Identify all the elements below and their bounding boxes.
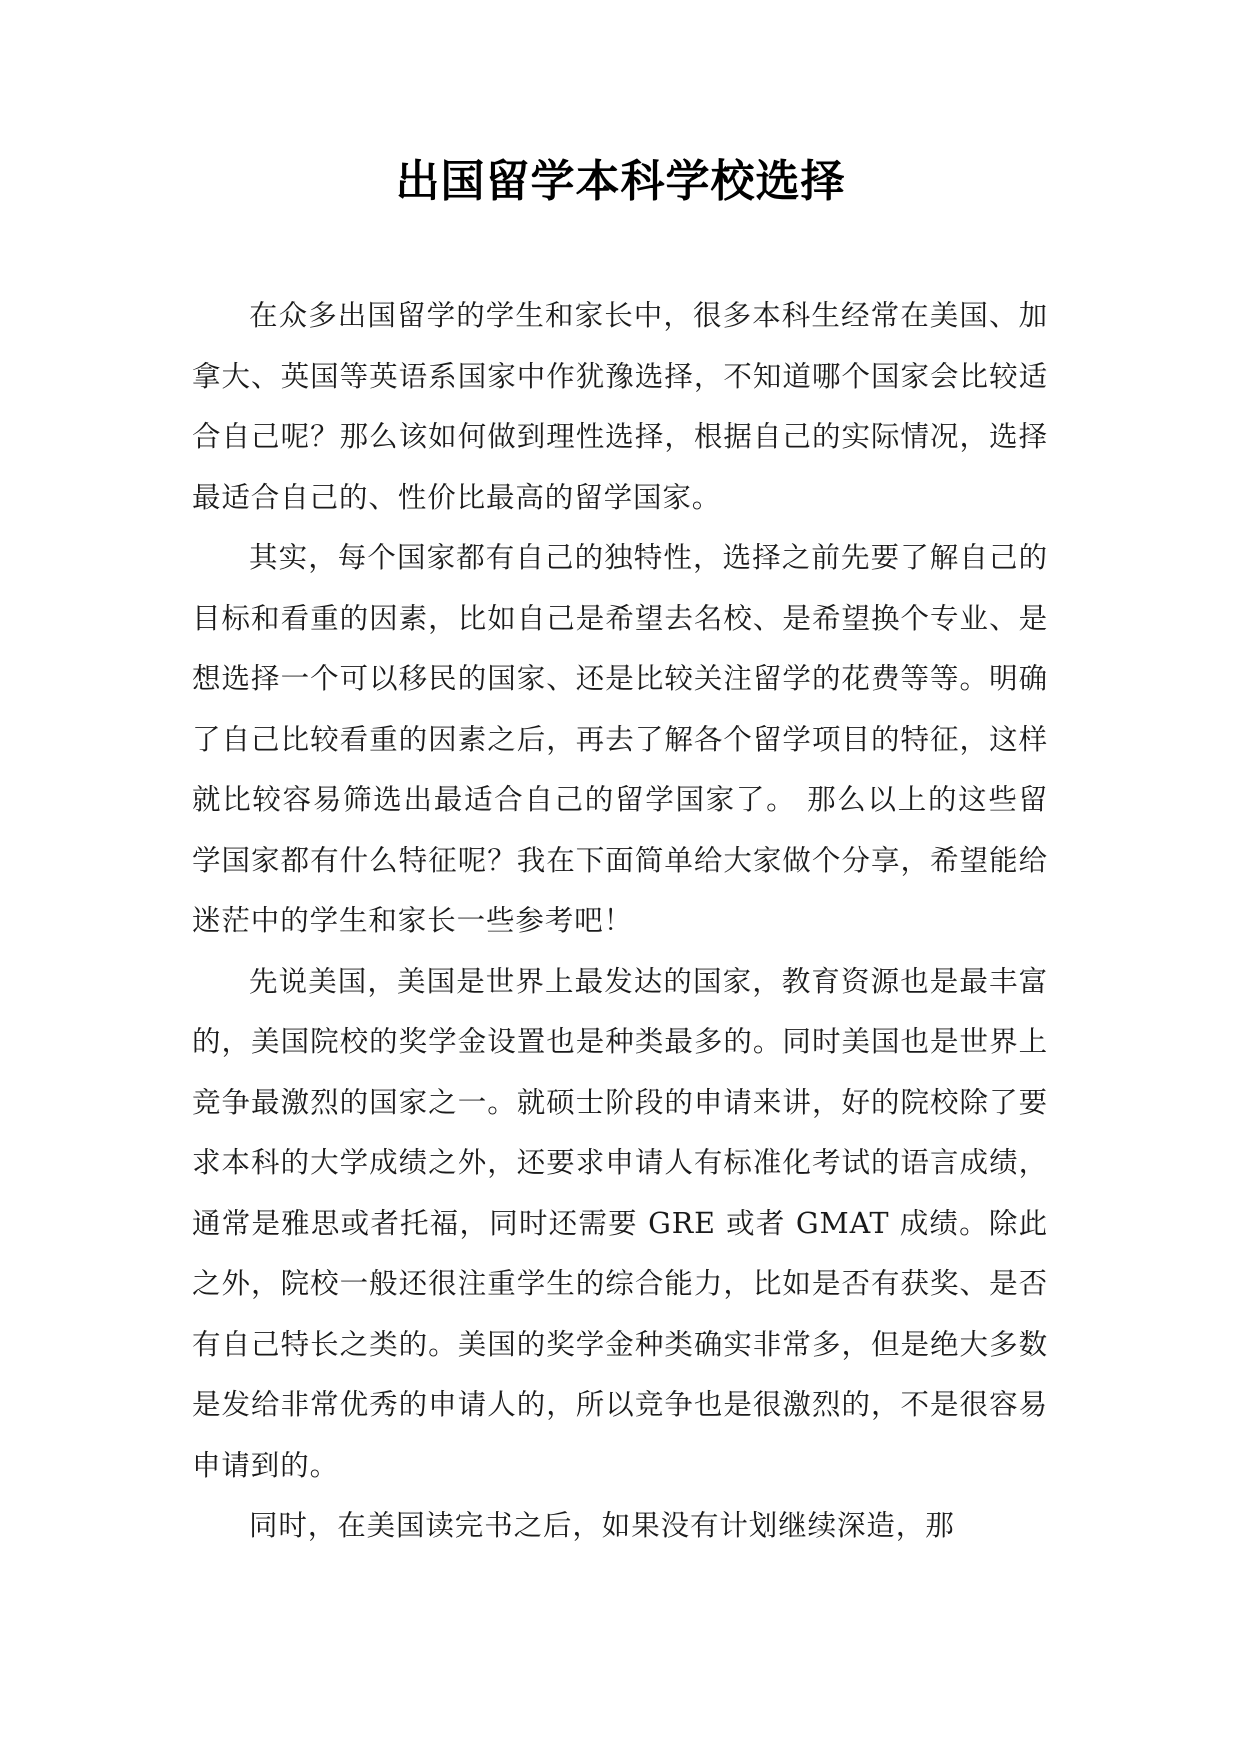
paragraph-usa: 先说美国，美国是世界上最发达的国家，教育资源也是最丰富的，美国院校的奖学金设置也是种类最多的。同时美国也是世界上竞争最激烈的国家之一。就硕士阶段的申请来讲，好的院校除了要求本科的大学成绩之外，还要求申请人有标准化考试的语言成绩，通常是雅思或者托福，同时还需要 GRE 或者 GMAT 成绩。除此之外，院校一般还很注重学生的综合能力，比如是否有获奖、是否有自己特长之类的。美国的奖学金种类确实非常多，但是绝大多数是发给非常优秀的申请人的，所以竞争也是很激烈的，不是很容易申请到的。 [192, 964, 1048, 1482]
document-title: 出国留学本科学校选择 [395, 156, 846, 207]
paragraph-usa-continued: 同时，在美国读完书之后，如果没有计划继续深造，那 [249, 1509, 955, 1542]
paragraph-intro: 在众多出国留学的学生和家长中，很多本科生经常在美国、加拿大、英国等英语系国家中作犹豫选择，不知道哪个国家会比较适合自己呢？那么该如何做到理性选择，根据自己的实际情况，选择最适合自己的、性价比最高的留学国家。 [192, 299, 1048, 514]
document-body [192, 286, 1048, 1557]
paragraph-country-features: 其实，每个国家都有自己的独特性，选择之前先要了解自己的目标和看重的因素，比如自己是希望去名校、是希望换个专业、是想选择一个可以移民的国家、还是比较关注留学的花费等等。明确了自己比较看重的因素之后，再去了解各个留学项目的特征，这样就比较容易筛选出最适合自己的留学国家了。 那么以上的这些留学国家都有什么特征呢？我在下面简单给大家做个分享，希望能给迷茫中的学生和家长一些参考吧！ [192, 541, 1048, 937]
